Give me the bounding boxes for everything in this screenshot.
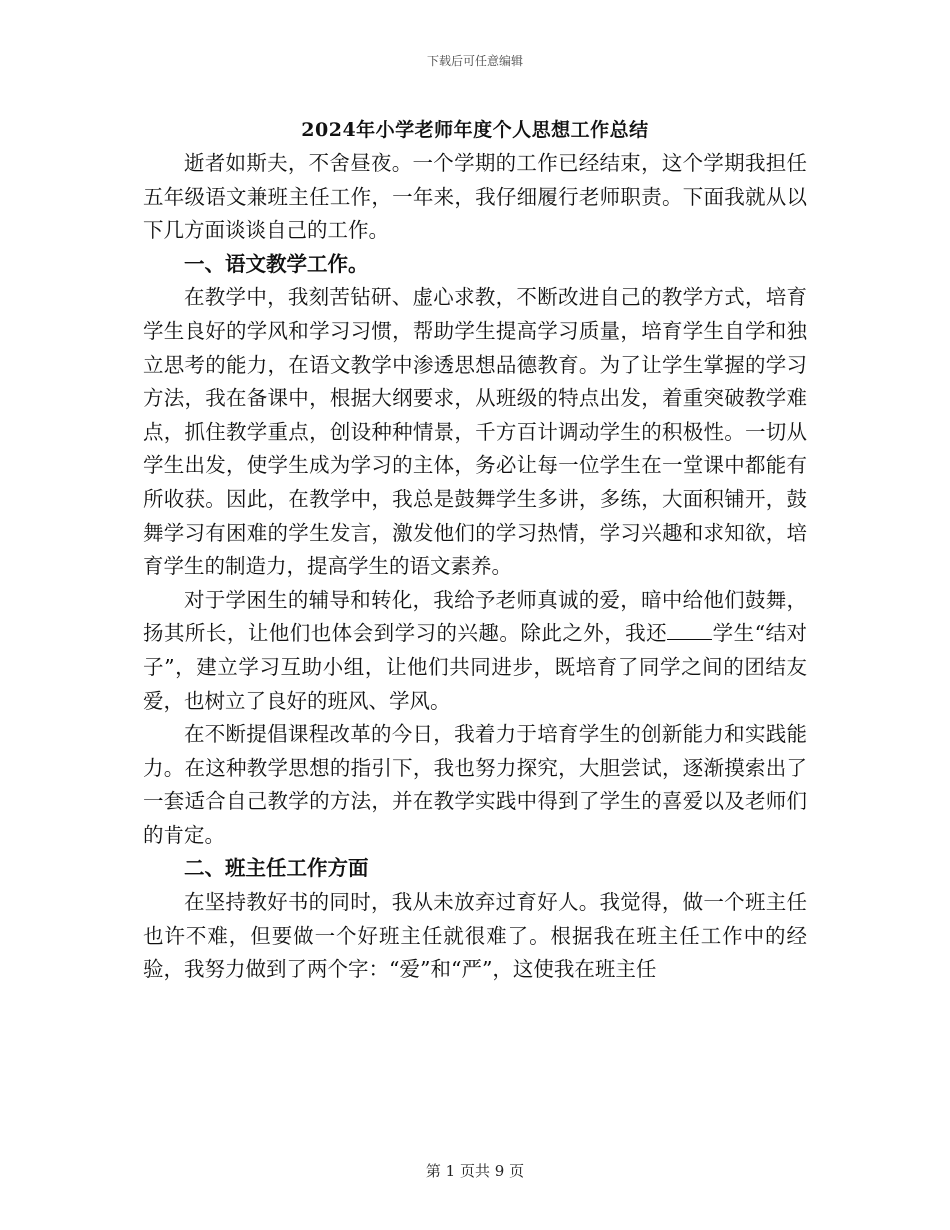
- fill-in-blank: [667, 619, 712, 641]
- teaching-paragraph: 在教学中，我刻苦钻研、虚心求教，不断改进自己的教学方式，培育学生良好的学风和学习习惯，帮助学生提高学习质量，培育学生自学和独立思考的能力，在语文教学中渗透思想品德教育。为了让学生掌握的学习方法，我在备课中，根据大纲要求，从班级的特点出发，着重突破教学难点，抓住教学重点，创设种种情景，千方百计调动学生的积极性。一切从学生出发，使学生成为学习的主体，务必让每一位学生在一堂课中都能有所收获。因此，在教学中，我总是鼓舞学生多讲，多练，大面积铺开，鼓舞学习有困难的学生发言，激发他们的学习热情，学习兴趣和求知欲，培育学生的制造力，提高学生的语文素养。: [143, 285, 807, 579]
- paragraph-text-after-blank: 学生“结对子”，建立学习互助小组，让他们共同进步，既培育了同学之间的团结友爱，也树立了良好的班风、学风。: [143, 621, 808, 713]
- struggling-students-paragraph: [143, 584, 807, 718]
- curriculum-reform-paragraph: 在不断提倡课程改革的今日，我着力于培育学生的创新能力和实践能力。在这种教学思想的指引下，我也努力探究，大胆尝试，逐渐摸索出了一套适合自己教学的方法，并在教学实践中得到了学生的喜爱以及老师们的肯定。: [143, 722, 807, 847]
- paragraph-text-before-blank: 对于学困生的辅导和转化，我给予老师真诚的爱，暗中给他们鼓舞，扬其所长，让他们也体会到学习的兴趣。除此之外，我还: [143, 587, 807, 646]
- document-title: 2024年小学老师年度个人思想工作总结: [301, 119, 649, 141]
- page-number: 第 1 页共 9 页: [425, 1162, 525, 1180]
- intro-paragraph: 逝者如斯夫，不舍昼夜。一个学期的工作已经结束，这个学期我担任五年级语文兼班主任工作，一年来，我仔细履行老师职责。下面我就从以下几方面谈谈自己的工作。: [143, 151, 807, 243]
- document-body: [143, 147, 807, 987]
- section-heading-chinese-teaching: 一、语文教学工作。: [184, 251, 369, 276]
- class-teacher-paragraph: 在坚持教好书的同时，我从未放弃过育好人。我觉得，做一个班主任也许不难，但要做一个好班主任就很难了。根据我在班主任工作中的经验，我努力做到了两个字：“爱”和“严”，这使我在班主任: [143, 890, 807, 982]
- page-header-note: 下载后可任意编辑: [426, 54, 523, 68]
- section-heading-class-teacher: 二、班主任工作方面: [184, 856, 369, 881]
